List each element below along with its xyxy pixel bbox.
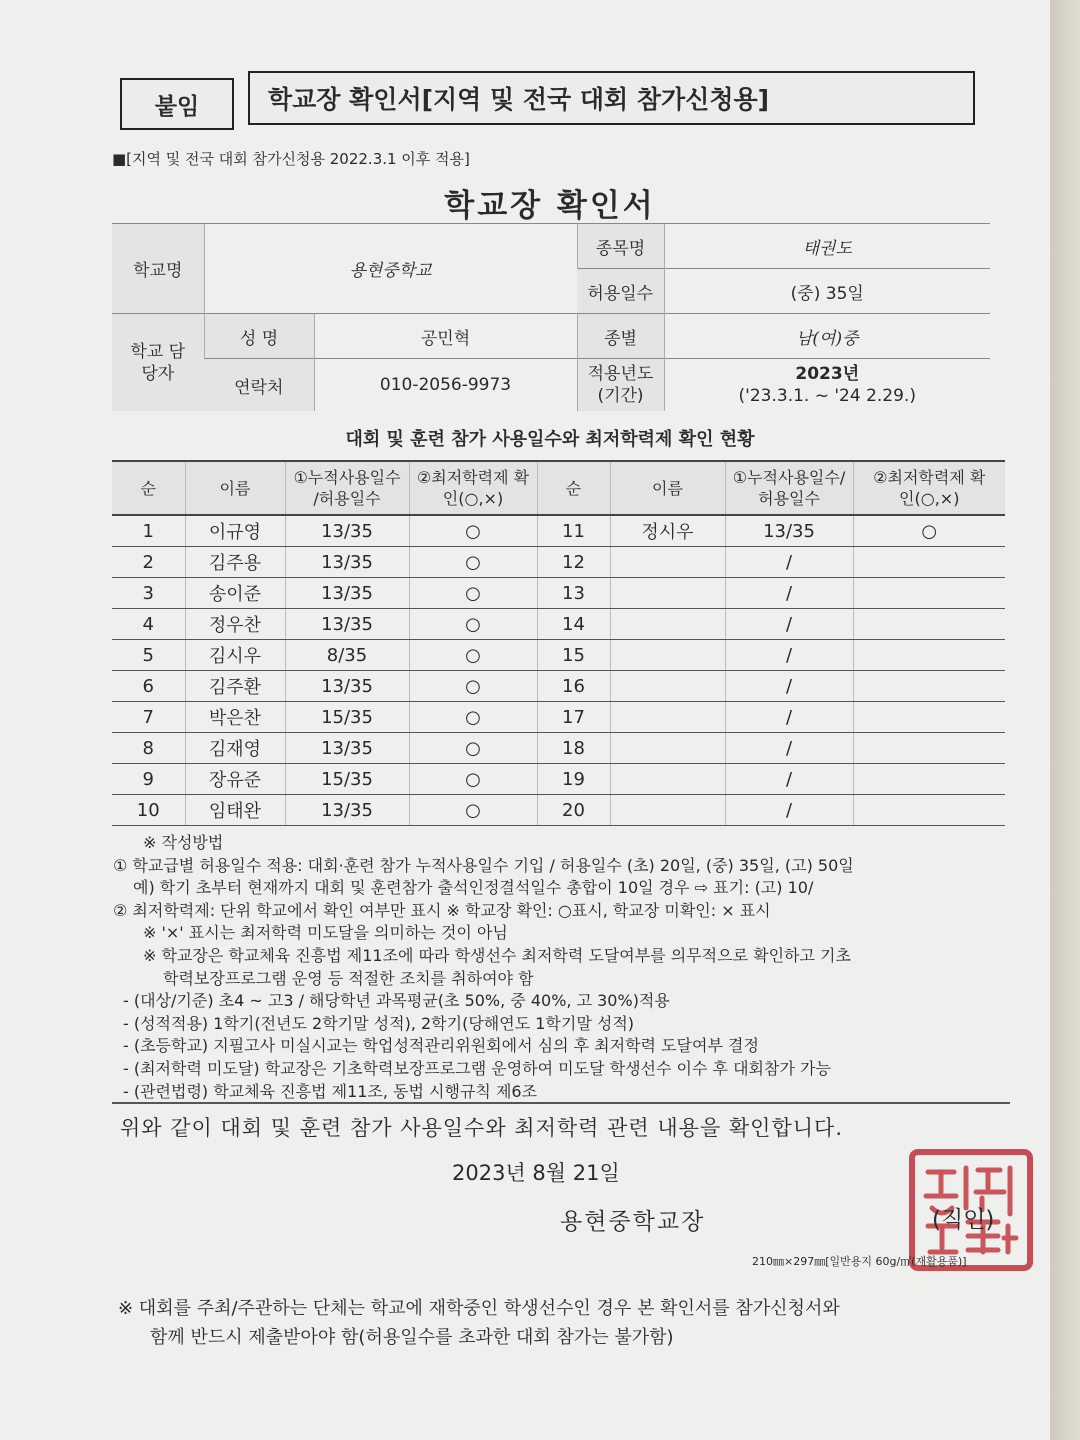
- row-days: /: [725, 640, 853, 671]
- note-line: 학력보장프로그램 운영 등 적절한 조치를 취하여야 함: [163, 968, 534, 988]
- row-no: 18: [537, 733, 610, 764]
- table-row: [112, 515, 1005, 547]
- note-line: - (대상/기준) 초4 ~ 고3 / 해당학년 과목평균(초 50%, 중 40%, 고 30%)적용: [123, 991, 670, 1011]
- row-check: [853, 640, 1005, 671]
- row-name: 김주환: [185, 671, 285, 702]
- row-days: /: [725, 733, 853, 764]
- footer-line: 함께 반드시 제출받아야 함(허용일수를 초과한 대회 참가는 불가함): [150, 1327, 674, 1348]
- contact-value: 010-2056-9973: [314, 359, 577, 412]
- row-days: 13/35: [285, 671, 409, 702]
- row-days: 13/35: [285, 609, 409, 640]
- footer-note: [118, 1294, 840, 1352]
- row-name: 임태완: [185, 795, 285, 826]
- row-days: 13/35: [285, 578, 409, 609]
- row-check: [853, 733, 1005, 764]
- school-value: 용현중학교: [204, 224, 577, 314]
- gender-value: 남(여)중: [664, 314, 990, 359]
- row-check: ○: [853, 515, 1005, 547]
- row-check: [853, 702, 1005, 733]
- info-table: [112, 223, 990, 411]
- note-line: 예) 학기 초부터 현재까지 대회 및 훈련참가 출석인정결석일수 총합이 10일 경우 ⇨ 표기: (고) 10/: [133, 878, 814, 898]
- name-value: 공민혁: [314, 314, 577, 359]
- row-name: [610, 578, 725, 609]
- row-name: [610, 795, 725, 826]
- row-days: /: [725, 764, 853, 795]
- row-no: 15: [537, 640, 610, 671]
- row-name: 송이준: [185, 578, 285, 609]
- row-name: 장유준: [185, 764, 285, 795]
- row-check: [853, 764, 1005, 795]
- row-days: 15/35: [285, 702, 409, 733]
- allowed-days-value: (중) 35일: [664, 269, 990, 314]
- period-value: ('23.3.1. ~ '24 2.29.): [738, 386, 916, 406]
- row-check: ○: [409, 547, 537, 578]
- table-row: [112, 702, 1005, 733]
- note-line: ※ 학교장은 학교체육 진흥법 제11조에 따라 학생선수 최저학력 도달여부를 의무적으로 확인하고 기초: [143, 945, 851, 965]
- col-check-right: ②최저학력제 확인(○,×): [853, 461, 1005, 515]
- row-check: ○: [409, 671, 537, 702]
- row-check: ○: [409, 640, 537, 671]
- confirmation-statement: 위와 같이 대회 및 훈련 참가 사용일수와 최저학력 관련 내용을 확인합니다.: [120, 1116, 844, 1140]
- row-check: [853, 609, 1005, 640]
- year-label: 적용년도 (기간): [577, 359, 664, 412]
- col-days-right: ①누적사용일수/ 허용일수: [725, 461, 853, 515]
- table-row: [112, 640, 1005, 671]
- roster-heading: 대회 및 훈련 참가 사용일수와 최저학력제 확인 현황: [345, 429, 755, 450]
- row-name: [610, 702, 725, 733]
- row-name: 김주용: [185, 547, 285, 578]
- stamp-label: (직인): [932, 1207, 995, 1233]
- divider: [112, 1102, 1010, 1104]
- table-row: [112, 547, 1005, 578]
- document-title: 학교장 확인서: [444, 188, 656, 224]
- principal-name: 용현중학교장: [560, 1209, 706, 1235]
- col-name-left: 이름: [185, 461, 285, 515]
- row-no: 10: [112, 795, 185, 826]
- row-name: [610, 547, 725, 578]
- row-no: 2: [112, 547, 185, 578]
- row-no: 4: [112, 609, 185, 640]
- row-name: [610, 764, 725, 795]
- roster-table: [112, 460, 1005, 826]
- row-no: 13: [537, 578, 610, 609]
- table-row: [112, 733, 1005, 764]
- row-no: 8: [112, 733, 185, 764]
- row-name: 정우찬: [185, 609, 285, 640]
- row-days: 8/35: [285, 640, 409, 671]
- school-label: 학교명: [112, 224, 204, 314]
- row-check: ○: [409, 515, 537, 547]
- note-line: - (관련법령) 학교체육 진흥법 제11조, 동법 시행규칙 제6조: [123, 1081, 538, 1101]
- table-row: [112, 764, 1005, 795]
- row-days: /: [725, 795, 853, 826]
- row-check: [853, 578, 1005, 609]
- row-days: /: [725, 547, 853, 578]
- scope-note: ■[지역 및 전국 대회 참가신청용 2022.3.1 이후 적용]: [112, 150, 470, 168]
- row-check: ○: [409, 795, 537, 826]
- row-check: [853, 671, 1005, 702]
- row-no: 6: [112, 671, 185, 702]
- row-check: ○: [409, 764, 537, 795]
- row-no: 14: [537, 609, 610, 640]
- contact-label: 연락처: [204, 359, 314, 412]
- row-check: ○: [409, 733, 537, 764]
- footer-line: ※ 대회를 주최/주관하는 단체는 학교에 재학중인 학생선수인 경우 본 확인서를 참가신청서와: [118, 1298, 840, 1319]
- note-line: ① 학교급별 허용일수 적용: 대회·훈련 참가 누적사용일수 기입 / 허용일수 (초) 20일, (중) 35일, (고) 50일: [113, 855, 854, 875]
- note-line: ② 최저학력제: 단위 학교에서 확인 여부만 표시 ※ 학교장 확인: ○표시, 학교장 미확인: × 표시: [113, 900, 771, 920]
- col-no-right: 순: [537, 461, 610, 515]
- row-no: 3: [112, 578, 185, 609]
- table-row: [112, 795, 1005, 826]
- allowed-days-label: 허용일수: [577, 269, 664, 314]
- row-no: 11: [537, 515, 610, 547]
- row-no: 9: [112, 764, 185, 795]
- row-no: 5: [112, 640, 185, 671]
- row-check: ○: [409, 609, 537, 640]
- attachment-tag: 붙임: [120, 78, 234, 130]
- sport-value: 태권도: [664, 224, 990, 269]
- year-value: 2023년: [795, 364, 860, 384]
- row-no: 16: [537, 671, 610, 702]
- col-days-left: ①누적사용일수 /허용일수: [285, 461, 409, 515]
- name-label: 성 명: [204, 314, 314, 359]
- form-title-box: 학교장 확인서[지역 및 전국 대회 참가신청용]: [248, 71, 975, 125]
- row-name: [610, 609, 725, 640]
- row-days: /: [725, 702, 853, 733]
- row-name: [610, 640, 725, 671]
- row-name: 김시우: [185, 640, 285, 671]
- staff-label: 학교 담당자: [112, 314, 204, 412]
- row-no: 12: [537, 547, 610, 578]
- row-days: 13/35: [725, 515, 853, 547]
- row-no: 20: [537, 795, 610, 826]
- row-days: /: [725, 609, 853, 640]
- row-no: 7: [112, 702, 185, 733]
- note-line: - (초등학교) 지필고사 미실시교는 학업성적관리위원회에서 심의 후 최저학력 도달여부 결정: [123, 1036, 759, 1056]
- row-check: [853, 547, 1005, 578]
- roster-body: [112, 515, 1005, 826]
- table-row: [112, 671, 1005, 702]
- row-check: [853, 795, 1005, 826]
- row-no: 19: [537, 764, 610, 795]
- row-days: /: [725, 578, 853, 609]
- sport-label: 종목명: [577, 224, 664, 269]
- row-days: 13/35: [285, 547, 409, 578]
- gender-label: 종별: [577, 314, 664, 359]
- writing-instructions: [113, 832, 1013, 1103]
- row-no: 17: [537, 702, 610, 733]
- row-days: /: [725, 671, 853, 702]
- row-no: 1: [112, 515, 185, 547]
- row-check: ○: [409, 702, 537, 733]
- issue-date: 2023년 8월 21일: [452, 1161, 620, 1185]
- row-check: ○: [409, 578, 537, 609]
- col-check-left: ②최저학력제 확인(○,×): [409, 461, 537, 515]
- row-days: 13/35: [285, 795, 409, 826]
- row-name: [610, 733, 725, 764]
- note-line: - (최저학력 미도달) 학교장은 기초학력보장프로그램 운영하여 미도달 학생선수 이수 후 대회참가 가능: [123, 1058, 831, 1078]
- row-name: 이규영: [185, 515, 285, 547]
- row-name: [610, 671, 725, 702]
- row-days: 13/35: [285, 515, 409, 547]
- col-no-left: 순: [112, 461, 185, 515]
- table-row: [112, 578, 1005, 609]
- table-row: [112, 609, 1005, 640]
- row-name: 박은찬: [185, 702, 285, 733]
- row-days: 15/35: [285, 764, 409, 795]
- col-name-right: 이름: [610, 461, 725, 515]
- note-heading: ※ 작성방법: [143, 833, 224, 852]
- background-wall: [1050, 0, 1080, 1440]
- note-line: ※ '×' 표시는 최저학력 미도달을 의미하는 것이 아님: [143, 923, 508, 943]
- row-name: 김재영: [185, 733, 285, 764]
- year-cell: [664, 359, 990, 412]
- note-line: - (성적적용) 1학기(전년도 2학기말 성적), 2학기(당해연도 1학기말 성적): [123, 1013, 635, 1033]
- roster-header-row: [112, 461, 1005, 515]
- row-days: 13/35: [285, 733, 409, 764]
- paper-spec: 210㎜×297㎜[일반용지 60g/㎡(재활용품)]: [752, 1255, 967, 1268]
- row-name: 정시우: [610, 515, 725, 547]
